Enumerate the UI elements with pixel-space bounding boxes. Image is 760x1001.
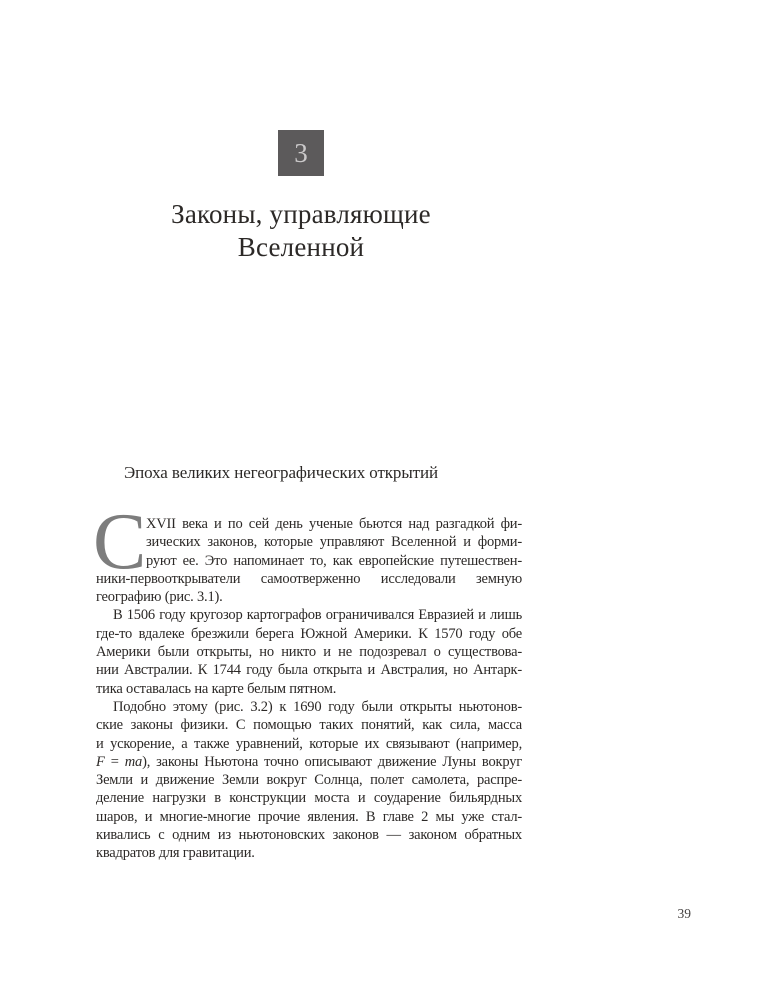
text-line: Земли и движение Земли вокруг Солнца, полет самолета, распре- xyxy=(96,772,522,789)
body-text xyxy=(93,498,522,863)
text-line: где-то вдалеке брезжили берега Южной Америки. К 1570 году обе xyxy=(96,625,522,642)
chapter-number-box xyxy=(278,130,324,176)
text-line: ники-первооткрыватели самоотверженно исследовали земную xyxy=(96,570,522,587)
text-line: ские законы физики. С помощью таких понятий, как сила, масса xyxy=(96,717,522,734)
text-line: нии Австралии. К 1744 году была открыта и Австралия, но Антарк- xyxy=(96,662,522,679)
chapter-title-line2: Вселенной xyxy=(237,232,365,262)
section-heading: Эпоха великих негеографических открытий xyxy=(124,463,438,482)
text-line: руют ее. Это напоминает то, как европейские путешествен- xyxy=(146,552,522,569)
text-line: Америки были открыты, но никто и не подозревал о существова- xyxy=(96,644,522,661)
text-line: зических законов, которые управляют Вселенной и форми- xyxy=(146,534,522,551)
text-line: кивались с одним из ньютоновских законов — законом обратных xyxy=(96,827,522,844)
drop-cap: С xyxy=(93,498,147,586)
text-line: В 1506 году кругозор картографов ограничивался Евразией и лишь xyxy=(113,607,522,624)
paragraph xyxy=(96,606,522,697)
chapter-head xyxy=(96,130,522,264)
text-line: деление нагрузки в конструкции моста и соударение бильярдных xyxy=(96,790,522,807)
text-line: шаров, и многие-многие прочие явления. В главе 2 мы уже стал- xyxy=(96,808,522,825)
text-line: F = ma), законы Ньютона точно описывают движение Луны вокруг xyxy=(96,753,522,770)
text-line: географию (рис. 3.1). xyxy=(96,589,223,606)
page-number: 39 xyxy=(677,906,691,921)
text-line: и ускорение, а также уравнений, которые их связывают (например, xyxy=(96,735,522,752)
text-line: XVII века и по сей день ученые бьются над разгадкой фи- xyxy=(146,516,522,532)
text-line: квадратов для гравитации. xyxy=(96,845,255,862)
chapter-title xyxy=(96,198,506,264)
paragraph xyxy=(93,498,522,606)
text-column xyxy=(93,0,522,863)
chapter-number: 3 xyxy=(294,137,308,168)
text-line: тика оставалась на карте белым пятном. xyxy=(96,680,337,697)
paragraph xyxy=(96,698,522,863)
chapter-title-line1: Законы, управляющие xyxy=(171,199,431,229)
text-line: Подобно этому (рис. 3.2) к 1690 году были открыты ньютонов- xyxy=(113,698,522,715)
